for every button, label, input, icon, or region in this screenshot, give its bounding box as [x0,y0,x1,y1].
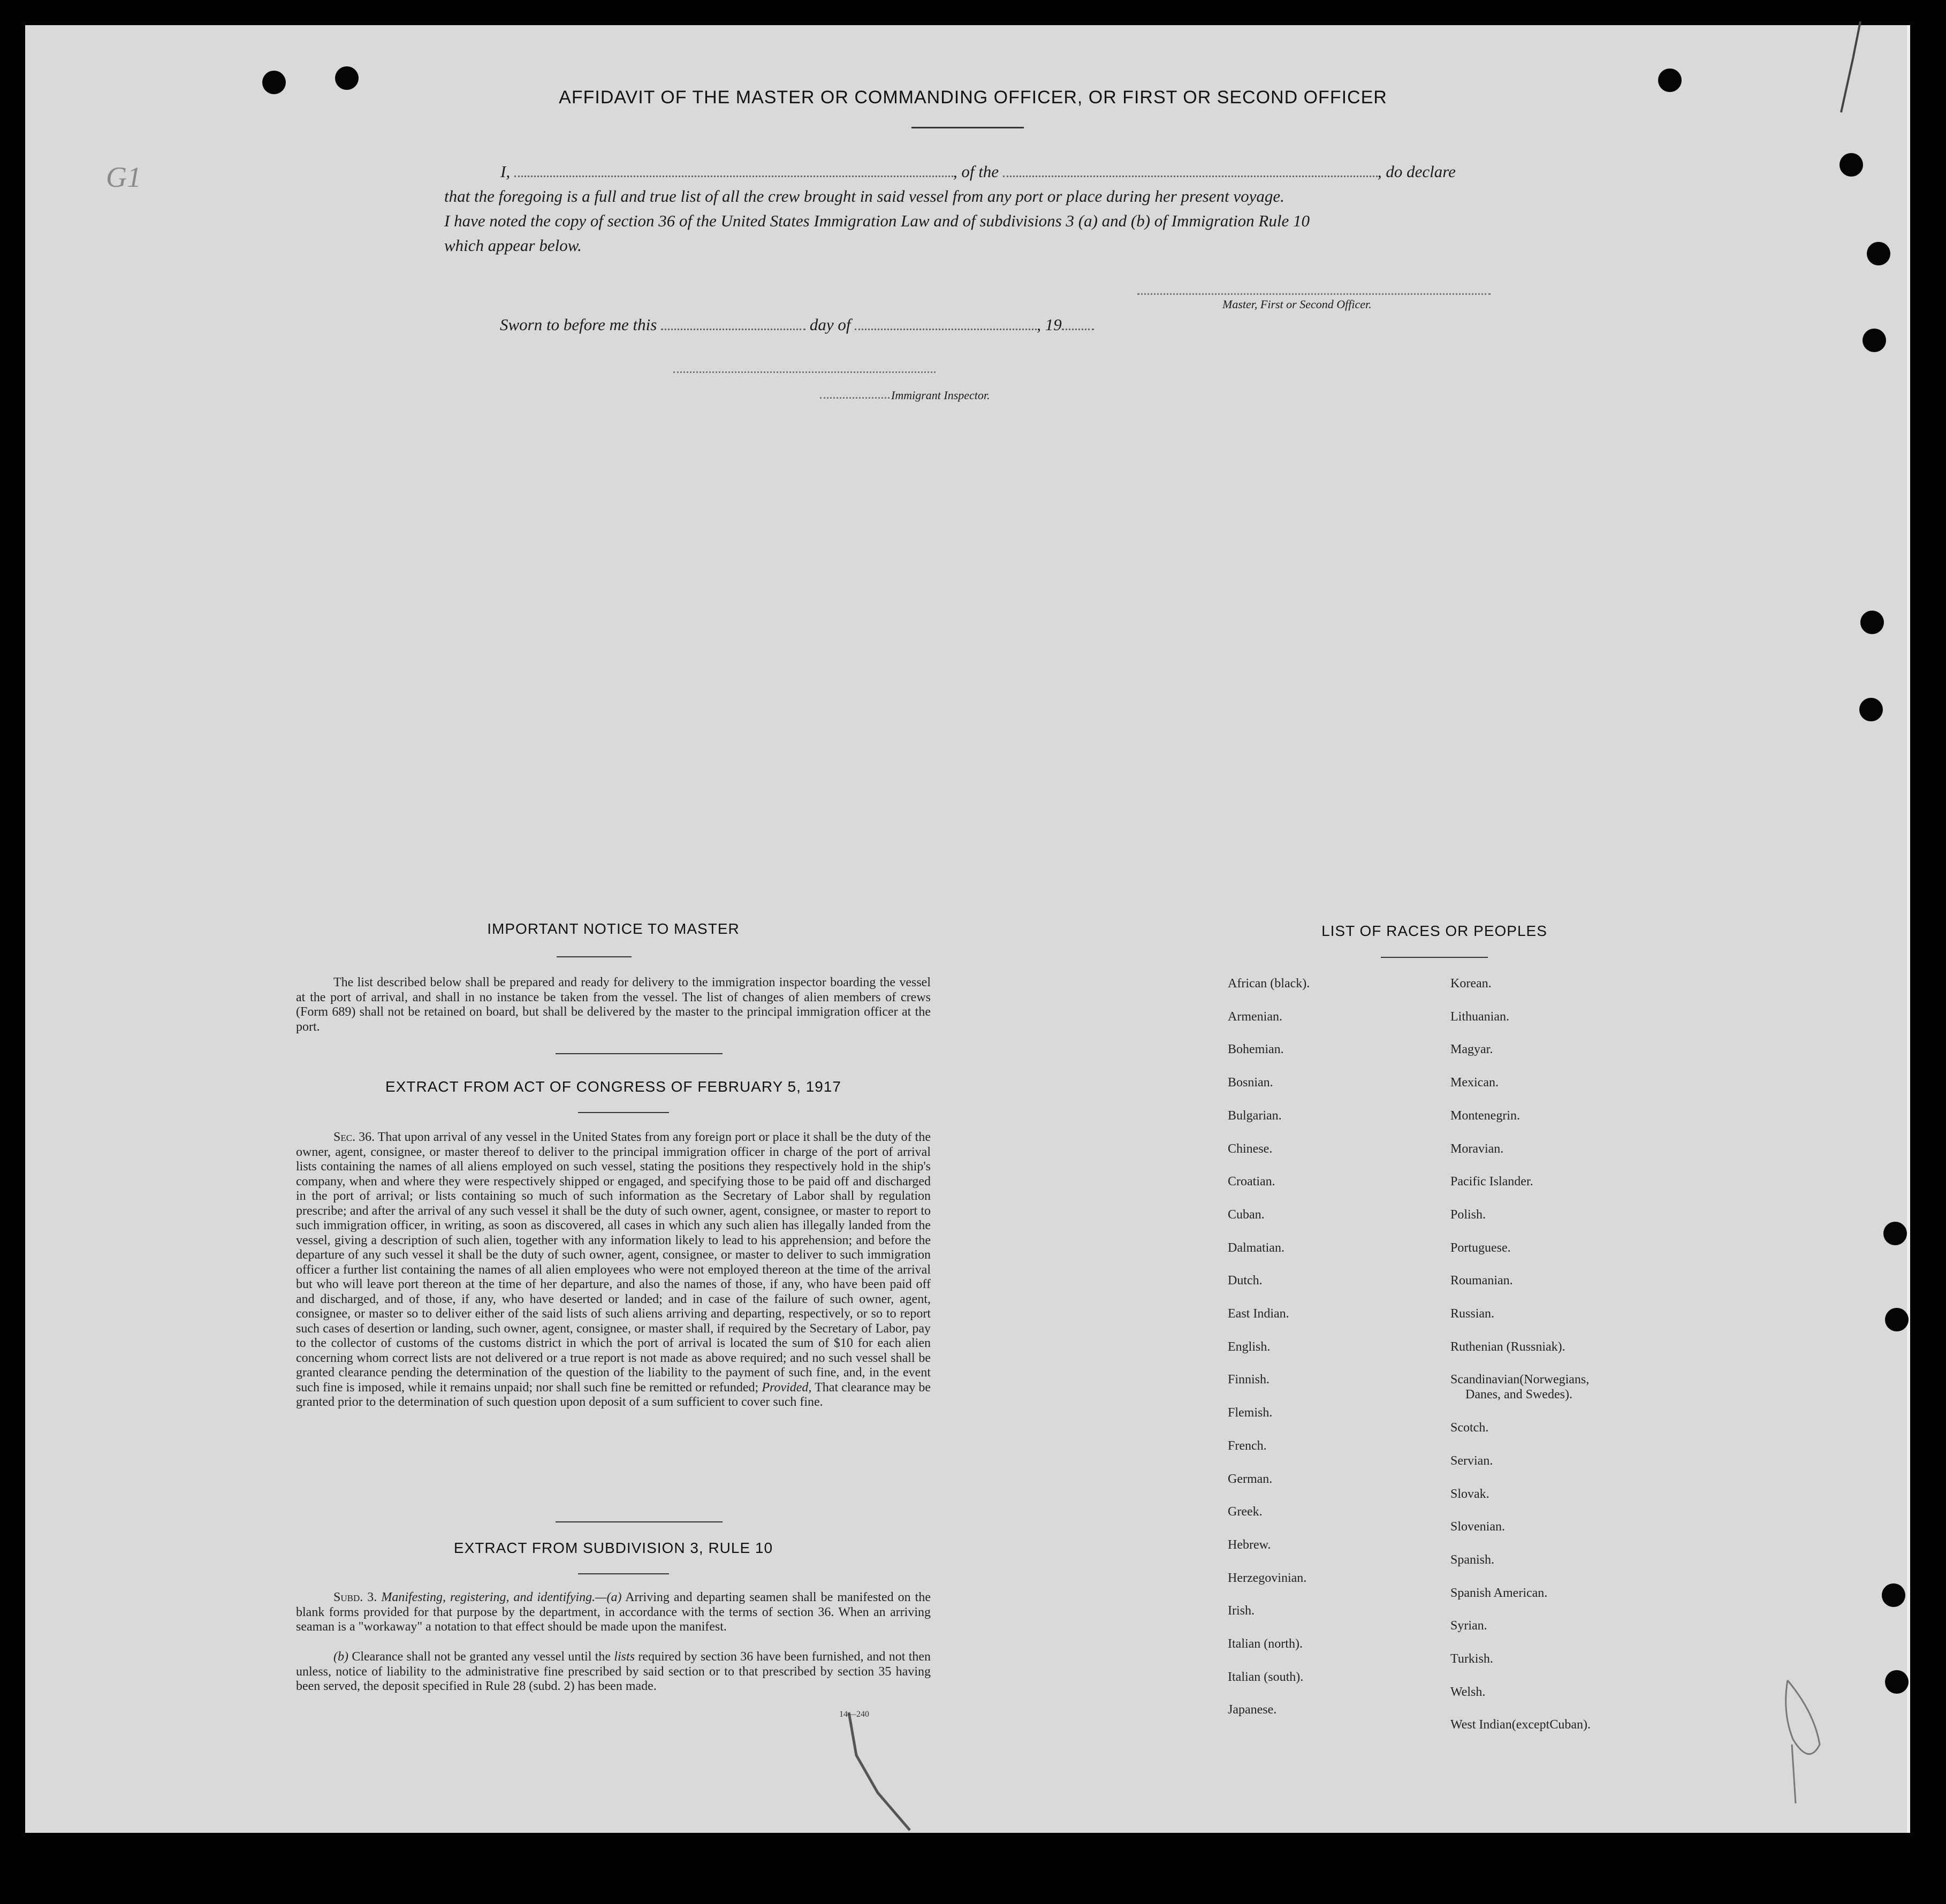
race-item: Italian (south). [1228,1670,1304,1684]
race-item: Bulgarian. [1228,1108,1282,1123]
race-item: Welsh. [1450,1685,1486,1699]
inspector-signature-line[interactable] [673,371,936,373]
race-item: Irish. [1228,1604,1255,1618]
notice-heading: IMPORTANT NOTICE TO MASTER [487,920,740,937]
race-item: Danes, and Swedes). [1465,1388,1572,1402]
races-heading: LIST OF RACES OR PEOPLES [1321,923,1547,939]
act-section-label: Sec. 36. [333,1130,375,1144]
rule-subd-label: Subd. 3. [333,1590,377,1604]
race-item: Greek. [1228,1505,1263,1519]
race-item: French. [1228,1438,1267,1453]
race-item: Herzegovinian. [1228,1571,1307,1585]
sworn-year-field[interactable] [1062,314,1094,330]
race-item: Italian (north). [1228,1637,1303,1651]
rule-heading-rule [578,1573,669,1574]
race-item: Chinese. [1228,1141,1273,1156]
race-item: Dutch. [1228,1274,1263,1288]
act-body: That upon arrival of any vessel in the United States from any foreign port or place it shall be the duty of the owner, agent, consignee, or master thereof to deliver to the principal immigration officer in charge of the port of arrival lists containing the names of all aliens employed on such vessel, stating the positions they respectively hold in the ship's company, when and where they were respectively shipped or engaged, and specifying those to be paid off and discharged in the port of arrival; or lists containing so much of such information as the Secretary of Labor shall by regulation prescribe; and after the arrival of any such vessel it shall be the duty of such owner, agent, consignee, or master to report to such immigration officer, in writing, as soon as discovered, all cases in which any such alien has illegally landed from the vessel, giving a description of such alien, together with any information likely to lead to his apprehension; and before the departure of any such vessel it shall be the duty of such owner, agent, consignee, or master to deliver to such immigration officer a further list containing the names of all alien employees who were not employed thereon at the time of the arrival but who will leave port thereon at the time of her departure, and also the names of those, if any, who have been paid off and discharged, and of those, if any, who have deserted or landed; and in case of the failure of such owner, agent, consignee, or master so to deliver either of the said lists of such aliens arriving and departing, respectively, or so to report such cases of desertion or landing, such owner, agent, consignee, or master shall, if required by the Secretary of Labor, pay to the collector of customs of the customs district in which the port of arrival is located the sum of $10 for each alien concerning whom correct lists are not delivered or a true report is not made as above required; and no such vessel shall be granted clearance pending the determination of the question of the liability to the payment of such fine, and, in the event such fine is imposed, while it remains unpaid; nor shall such fine be remitted or refunded; [296,1130,931,1395]
act-body-end: That clearance may be granted prior to the determination of such question upon deposit of a sum sufficient to cover such fine. [296,1380,931,1409]
sworn-line [444,313,1194,337]
sworn-month-field[interactable] [855,314,1037,330]
race-item: Japanese. [1228,1703,1277,1717]
race-item: German. [1228,1472,1273,1486]
races-heading-rule [1381,957,1488,958]
race-item: Hebrew. [1228,1537,1271,1552]
act-text [296,1130,931,1410]
signature-label: Master, First or Second Officer. [1222,298,1372,311]
race-item: Pacific Islander. [1450,1175,1533,1189]
inspector-dots [820,397,890,399]
race-item: Russian. [1450,1307,1495,1321]
race-item: Spanish American. [1450,1586,1548,1600]
declaration-line-2: that the foregoing is a full and true list of all the crew brought in said vessel from any port or place during her present voyage. [444,187,1284,205]
race-item: Croatian. [1228,1175,1275,1189]
rule-subd-title: Manifesting, registering, and identifying.—(a) [381,1590,622,1604]
affidavit-title: AFFIDAVIT OF THE MASTER OR COMMANDING OFFICER, OR FIRST OR SECOND OFFICER [559,87,1387,108]
declaration-line-4: which appear below. [444,236,582,255]
race-item: Portuguese. [1450,1240,1511,1255]
race-item: Polish. [1450,1207,1486,1222]
divider [556,1053,723,1054]
race-item: Ruthenian (Russniak). [1450,1339,1565,1354]
race-item: Syrian. [1450,1619,1487,1633]
race-item: Finnish. [1228,1373,1270,1387]
race-item: West Indian(exceptCuban). [1450,1718,1591,1732]
race-item: Korean. [1450,977,1492,991]
declaration-line-3: I have noted the copy of section 36 of the United States Immigration Law and of subdivisions 3 (a) and (b) of Immigration Rule 10 [444,211,1310,230]
race-item: Lithuanian. [1450,1009,1509,1024]
race-item: Armenian. [1228,1009,1282,1024]
year-text: , 19 [1037,315,1062,334]
inspector-label: Immigrant Inspector. [891,389,990,402]
notice-text: The list described below shall be prepared and ready for delivery to the immigration inspector boarding the vessel at the port of arrival, and shall in no instance be taken from the vessel. The list of changes of alien members of crews (Form 689) shall not be retained on board, but shall be delivered by the master to the principal immigration officer at the port. [296,976,931,1034]
race-item: Roumanian. [1450,1274,1513,1288]
race-item: Slovak. [1450,1487,1489,1501]
race-item: Scotch. [1450,1421,1489,1435]
declaration-do-declare: , do declare [1377,162,1456,181]
race-item: Flemish. [1228,1406,1273,1420]
race-item: Bosnian. [1228,1076,1273,1090]
name-field[interactable] [514,161,953,177]
race-item: Dalmatian. [1228,1240,1284,1255]
rule-body-b1: Clearance shall not be granted any vessel until the [352,1650,611,1664]
declaration-of-the: , of the [953,162,999,181]
sworn-day-field[interactable] [661,314,805,330]
signature-line[interactable] [1137,293,1491,295]
race-item: Servian. [1450,1453,1493,1468]
rule-body-b2: required by section 36 have been furnished, and not then unless, notice of liability to the administrative fine prescribed by said section or to that prescribed by section 35 having been served, the deposit specified in Rule 28 (subd. 2) has been made. [296,1650,931,1693]
declaration-i: I, [500,162,511,181]
race-item: Slovenian. [1450,1520,1505,1534]
race-item: Cuban. [1228,1207,1265,1222]
declaration-line-1 [444,159,1493,184]
day-of-text: day of [809,315,851,334]
sworn-text: Sworn to before me this [500,315,657,334]
race-item: Turkish. [1450,1652,1493,1666]
notice-heading-rule [557,956,632,957]
race-item: English. [1228,1339,1271,1354]
race-item: Montenegrin. [1450,1108,1520,1123]
act-heading-rule [578,1112,669,1113]
margin-handwritten-note: G1 [106,161,141,193]
divider [556,1521,723,1522]
rule-text-b [296,1650,931,1694]
act-heading: EXTRACT FROM ACT OF CONGRESS OF FEBRUARY 5, 1917 [385,1078,841,1095]
race-item: Scandinavian(Norwegians, [1450,1373,1590,1387]
vessel-field[interactable] [1003,161,1378,177]
rule-body-a: Arriving and departing seamen shall be manifested on the blank forms provided for that purpose by the department, in accordance with the terms of section 36. When an arriving seaman is a "workaway" a notation to that effect should be made upon the manifest. [296,1590,931,1634]
race-item: Mexican. [1450,1076,1499,1090]
rule-text-a [296,1590,931,1635]
race-item: African (black). [1228,977,1310,991]
rule-b-label: (b) [333,1650,348,1664]
rule-heading: EXTRACT FROM SUBDIVISION 3, RULE 10 [453,1540,773,1556]
race-item: East Indian. [1228,1307,1289,1321]
race-item: Bohemian. [1228,1042,1284,1057]
rule-lists: lists [614,1650,635,1664]
race-item: Moravian. [1450,1141,1504,1156]
act-provided: Provided, [762,1380,812,1395]
race-item: Magyar. [1450,1042,1493,1057]
form-number: 14—240 [839,1710,869,1719]
race-item: Spanish. [1450,1552,1495,1567]
title-underline [911,127,1024,128]
